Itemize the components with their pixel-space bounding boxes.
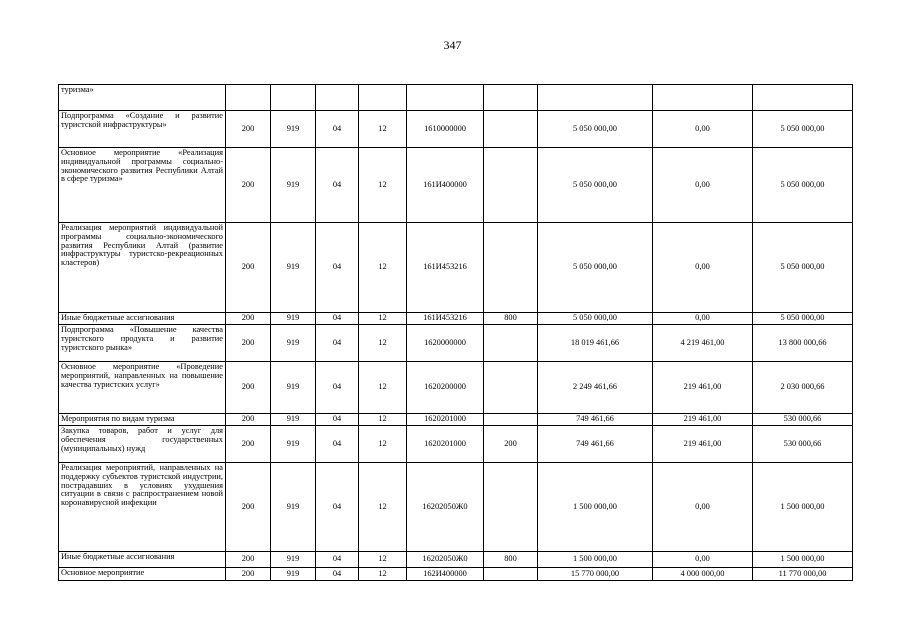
table-row — [59, 463, 853, 552]
row-value-cell: 0,00 — [653, 463, 753, 552]
row-value-cell: 200 — [226, 148, 271, 223]
row-value-cell: 0,00 — [653, 148, 753, 223]
row-value-cell — [484, 463, 538, 552]
row-value-cell: 919 — [271, 111, 316, 148]
row-value-cell: 12 — [359, 313, 407, 325]
row-value-cell: 200 — [226, 568, 271, 581]
row-value-cell: 04 — [316, 362, 359, 414]
row-value-cell: 200 — [226, 463, 271, 552]
row-value-cell: 04 — [316, 325, 359, 362]
table-row — [59, 223, 853, 313]
row-value-cell: 12 — [359, 111, 407, 148]
row-value-cell: 12 — [359, 223, 407, 313]
row-name-cell: Подпрограмма «Создание и развитие туристской инфраструктуры» — [59, 111, 226, 148]
row-name-cell: Подпрограмма «Повышение качества туристского продукта и развитие туристского рынка» — [59, 325, 226, 362]
row-value-cell: 200 — [226, 325, 271, 362]
row-name-cell: Мероприятия по видам туризма — [59, 414, 226, 426]
row-value-cell: 0,00 — [653, 111, 753, 148]
budget-table — [58, 84, 853, 581]
row-value-cell: 11 770 000,00 — [753, 568, 853, 581]
row-value-cell: 919 — [271, 148, 316, 223]
row-value-cell: 13 800 000,66 — [753, 325, 853, 362]
row-value-cell: 219 461,00 — [653, 414, 753, 426]
row-value-cell: 161И453216 — [407, 313, 484, 325]
row-value-cell: 1620201000 — [407, 414, 484, 426]
row-value-cell: 12 — [359, 426, 407, 463]
row-value-cell: 200 — [226, 223, 271, 313]
row-value-cell: 15 770 000,00 — [538, 568, 653, 581]
row-value-cell: 04 — [316, 463, 359, 552]
table-row — [59, 325, 853, 362]
row-name-cell: Иные бюджетные ассигнования — [59, 313, 226, 325]
row-value-cell: 5 050 000,00 — [538, 111, 653, 148]
table-row — [59, 414, 853, 426]
row-value-cell — [484, 414, 538, 426]
row-value-cell: 1620200000 — [407, 362, 484, 414]
row-value-cell: 800 — [484, 313, 538, 325]
row-value-cell: 04 — [316, 552, 359, 568]
row-value-cell: 12 — [359, 568, 407, 581]
row-value-cell — [484, 223, 538, 313]
row-value-cell — [484, 325, 538, 362]
row-name-cell: Реализация мероприятий индивидуальной программы социально-экономического развития Республики Алтай (развитие инфраструктуры туристско-рекреационных кластеров) — [59, 223, 226, 313]
row-value-cell: 04 — [316, 223, 359, 313]
row-value-cell: 5 050 000,00 — [538, 223, 653, 313]
row-value-cell: 04 — [316, 414, 359, 426]
row-value-cell: 4 219 461,00 — [653, 325, 753, 362]
row-value-cell — [538, 85, 653, 111]
row-value-cell: 919 — [271, 414, 316, 426]
row-value-cell: 530 000,66 — [753, 426, 853, 463]
row-value-cell: 12 — [359, 325, 407, 362]
row-value-cell: 04 — [316, 426, 359, 463]
row-value-cell: 200 — [226, 313, 271, 325]
row-value-cell: 0,00 — [653, 223, 753, 313]
row-value-cell: 04 — [316, 111, 359, 148]
row-value-cell: 200 — [484, 426, 538, 463]
row-value-cell: 162И400000 — [407, 568, 484, 581]
row-value-cell: 919 — [271, 325, 316, 362]
row-name-cell: туризма» — [59, 85, 226, 111]
table-row — [59, 313, 853, 325]
row-value-cell: 5 050 000,00 — [753, 148, 853, 223]
row-value-cell: 12 — [359, 463, 407, 552]
row-value-cell: 749 461,66 — [538, 414, 653, 426]
row-value-cell: 919 — [271, 568, 316, 581]
row-value-cell: 5 050 000,00 — [538, 148, 653, 223]
row-value-cell: 919 — [271, 313, 316, 325]
row-value-cell: 919 — [271, 362, 316, 414]
table-row — [59, 111, 853, 148]
table-row — [59, 362, 853, 414]
row-value-cell — [484, 362, 538, 414]
row-name-cell: Реализация мероприятий, направленных на поддержку субъектов туристской индустрии, пострадавших в условиях ухудшения ситуации в связи с распространением новой коронавирусной инфекции — [59, 463, 226, 552]
row-value-cell: 1 500 000,00 — [538, 552, 653, 568]
row-value-cell: 530 000,66 — [753, 414, 853, 426]
row-value-cell: 1620201000 — [407, 426, 484, 463]
row-value-cell: 04 — [316, 148, 359, 223]
row-value-cell: 12 — [359, 148, 407, 223]
row-value-cell: 161И453216 — [407, 223, 484, 313]
row-name-cell: Основное мероприятие — [59, 568, 226, 581]
row-value-cell: 200 — [226, 414, 271, 426]
row-value-cell: 200 — [226, 362, 271, 414]
row-value-cell: 5 050 000,00 — [753, 313, 853, 325]
row-value-cell: 1610000000 — [407, 111, 484, 148]
row-value-cell: 12 — [359, 414, 407, 426]
row-value-cell: 919 — [271, 552, 316, 568]
row-value-cell — [484, 85, 538, 111]
row-value-cell — [484, 568, 538, 581]
row-value-cell — [226, 85, 271, 111]
row-value-cell: 16202050Ж0 — [407, 552, 484, 568]
row-value-cell: 161И400000 — [407, 148, 484, 223]
row-value-cell: 12 — [359, 552, 407, 568]
row-value-cell: 219 461,00 — [653, 362, 753, 414]
row-value-cell: 200 — [226, 426, 271, 463]
row-value-cell: 1620000000 — [407, 325, 484, 362]
table-row — [59, 568, 853, 581]
table-row — [59, 552, 853, 568]
row-value-cell: 18 019 461,66 — [538, 325, 653, 362]
row-name-cell: Основное мероприятие «Реализация индивидуальной программы социально-экономического развития Республики Алтай в сфере туризма» — [59, 148, 226, 223]
row-value-cell: 0,00 — [653, 552, 753, 568]
row-value-cell: 1 500 000,00 — [753, 463, 853, 552]
row-value-cell — [753, 85, 853, 111]
row-value-cell: 919 — [271, 426, 316, 463]
row-value-cell: 749 461,66 — [538, 426, 653, 463]
row-value-cell — [359, 85, 407, 111]
row-value-cell: 2 249 461,66 — [538, 362, 653, 414]
row-value-cell: 919 — [271, 223, 316, 313]
row-value-cell: 4 000 000,00 — [653, 568, 753, 581]
row-name-cell: Закупка товаров, работ и услуг для обеспечения государственных (муниципальных) нужд — [59, 426, 226, 463]
row-name-cell: Основное мероприятие «Проведение мероприятий, направленных на повышение качества туристских услуг» — [59, 362, 226, 414]
row-value-cell: 800 — [484, 552, 538, 568]
row-value-cell: 919 — [271, 463, 316, 552]
row-value-cell — [407, 85, 484, 111]
row-value-cell: 1 500 000,00 — [753, 552, 853, 568]
row-value-cell: 0,00 — [653, 313, 753, 325]
table-row — [59, 148, 853, 223]
row-value-cell: 12 — [359, 362, 407, 414]
table-row — [59, 426, 853, 463]
row-value-cell: 200 — [226, 111, 271, 148]
row-value-cell: 200 — [226, 552, 271, 568]
row-value-cell — [271, 85, 316, 111]
row-name-cell: Иные бюджетные ассигнования — [59, 552, 226, 568]
row-value-cell — [653, 85, 753, 111]
row-value-cell: 5 050 000,00 — [538, 313, 653, 325]
table-row — [59, 85, 853, 111]
row-value-cell — [316, 85, 359, 111]
row-value-cell: 219 461,00 — [653, 426, 753, 463]
page-number: 347 — [443, 38, 462, 52]
row-value-cell — [484, 111, 538, 148]
row-value-cell: 1 500 000,00 — [538, 463, 653, 552]
row-value-cell: 16202050Ж0 — [407, 463, 484, 552]
row-value-cell — [484, 148, 538, 223]
row-value-cell: 2 030 000,66 — [753, 362, 853, 414]
row-value-cell: 04 — [316, 568, 359, 581]
row-value-cell: 5 050 000,00 — [753, 111, 853, 148]
row-value-cell: 04 — [316, 313, 359, 325]
row-value-cell: 5 050 000,00 — [753, 223, 853, 313]
